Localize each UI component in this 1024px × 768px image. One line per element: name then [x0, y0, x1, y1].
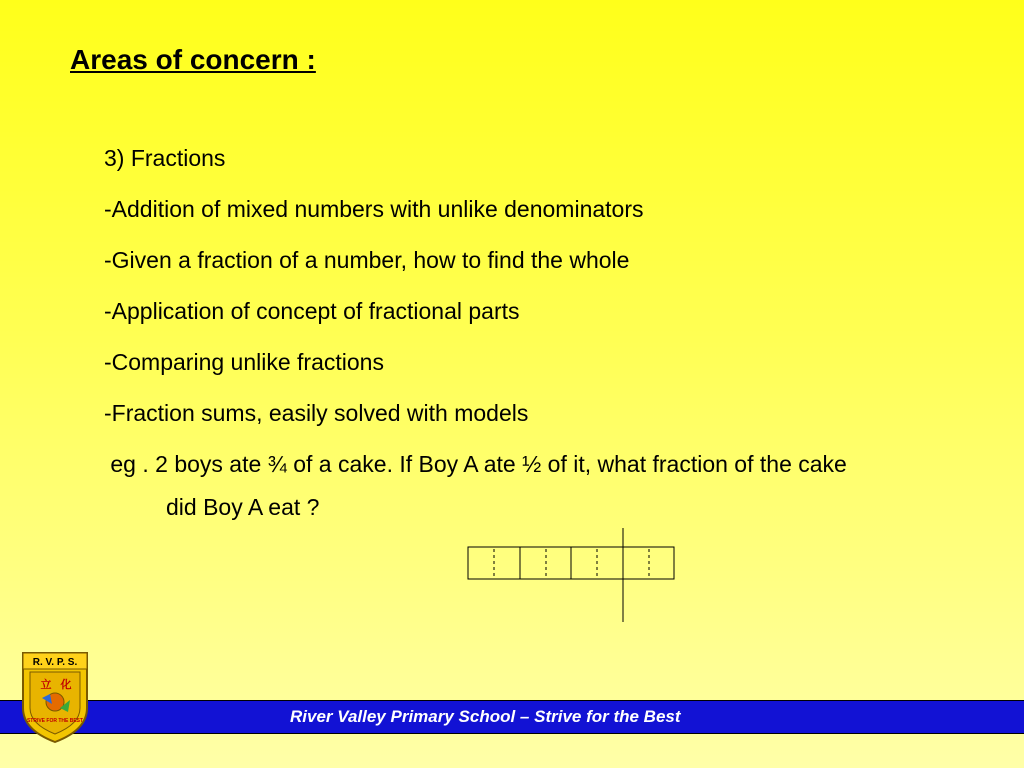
bar-outline — [468, 547, 674, 579]
svg-text:R. V. P. S.: R. V. P. S. — [32, 657, 78, 668]
svg-text:立: 立 — [40, 678, 52, 691]
footer-bar — [0, 700, 1024, 734]
concern-item: -Fraction sums, easily solved with models — [104, 400, 529, 426]
concern-item: -Comparing unlike fractions — [104, 349, 384, 375]
school-crest-logo — [20, 650, 90, 744]
example-question: eg . 2 boys ate ¾ of a cake. If Boy A ate ½ of it, what fraction of the cake — [104, 451, 847, 477]
concern-item: -Addition of mixed numbers with unlike denominators — [104, 196, 644, 222]
footer-text: River Valley Primary School – Strive for the Best — [290, 707, 681, 726]
concern-item: -Given a fraction of a number, how to find the whole — [104, 247, 630, 273]
svg-text:化: 化 — [60, 678, 72, 691]
slide-title: Areas of concern : — [70, 44, 316, 75]
topic-heading: 3) Fractions — [104, 145, 226, 171]
svg-text:STRIVE FOR THE BEST: STRIVE FOR THE BEST — [26, 718, 84, 724]
example-question-end: did Boy A eat ? — [166, 494, 320, 520]
slide-body — [104, 145, 934, 521]
concern-item: -Application of concept of fractional parts — [104, 298, 520, 324]
